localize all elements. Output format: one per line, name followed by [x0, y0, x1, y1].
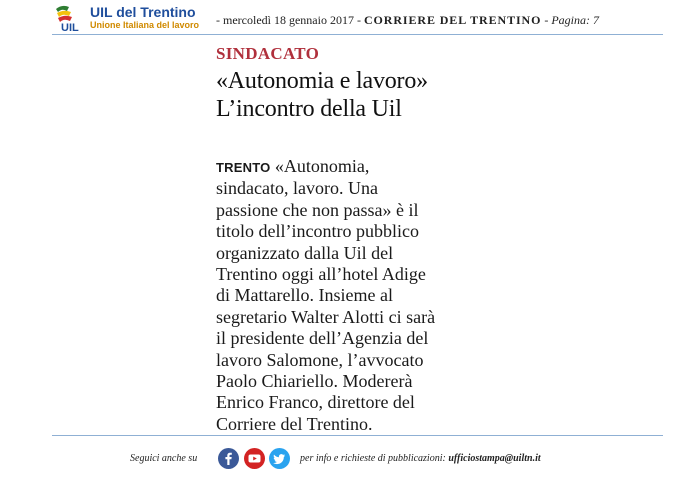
page-footer	[0, 442, 699, 472]
svg-text:UIL: UIL	[61, 22, 79, 33]
body-line: Trentino oggi all’hotel Adige	[216, 264, 426, 285]
body-line: organizzato dalla Uil del	[216, 242, 394, 263]
body-line: di Mattarello. Insieme al	[216, 285, 393, 306]
org-name: UIL del Trentino	[90, 4, 196, 20]
publication-meta	[216, 13, 599, 28]
twitter-icon[interactable]	[269, 448, 290, 469]
contact-email-link[interactable]: ufficiostampa@uiltn.it	[448, 453, 541, 464]
page-number: 7	[593, 13, 600, 27]
body-line: segretario Walter Alotti ci sarà	[216, 306, 436, 327]
body-line: passione che non passa» è il	[216, 199, 419, 220]
publication-date: - mercoledì 18 gennaio 2017	[216, 13, 354, 27]
body-line: sindacato, lavoro. Una	[216, 178, 378, 199]
publication-info	[300, 453, 541, 464]
youtube-icon[interactable]	[244, 448, 265, 469]
body-line: Enrico Franco, direttore del	[216, 392, 415, 413]
headline-line: «Autonomia e lavoro»	[216, 68, 428, 94]
top-divider	[52, 34, 663, 35]
facebook-icon[interactable]	[218, 448, 239, 469]
body-line: TRENTO «Autonomia,	[216, 156, 370, 176]
body-line: lavoro Salomone, l’avvocato	[216, 349, 424, 370]
headline-line: L’incontro della Uil	[216, 96, 402, 122]
publication-name: CORRIERE DEL TRENTINO	[363, 13, 542, 27]
info-label: per info e richieste di pubblicazioni:	[300, 453, 446, 464]
body-line: titolo dell’incontro pubblico	[216, 221, 419, 242]
uil-logo-icon	[52, 3, 86, 33]
page-label: - Pagina:	[544, 13, 591, 27]
bottom-divider	[52, 435, 663, 436]
body-line: Paolo Chiariello. Modererà	[216, 371, 413, 392]
meta-separator: -	[356, 13, 361, 27]
article-kicker: SINDACATO	[216, 44, 320, 63]
body-line: Corriere del Trentino.	[216, 413, 373, 434]
article-headline	[216, 67, 536, 123]
body-line: il presidente dell’Agenzia del	[216, 328, 429, 349]
article-body	[216, 156, 516, 435]
article-dateline: TRENTO	[216, 160, 271, 175]
follow-label: Seguici anche su	[130, 453, 198, 464]
org-tagline: Unione Italiana del lavoro	[90, 20, 200, 30]
article	[216, 38, 536, 435]
